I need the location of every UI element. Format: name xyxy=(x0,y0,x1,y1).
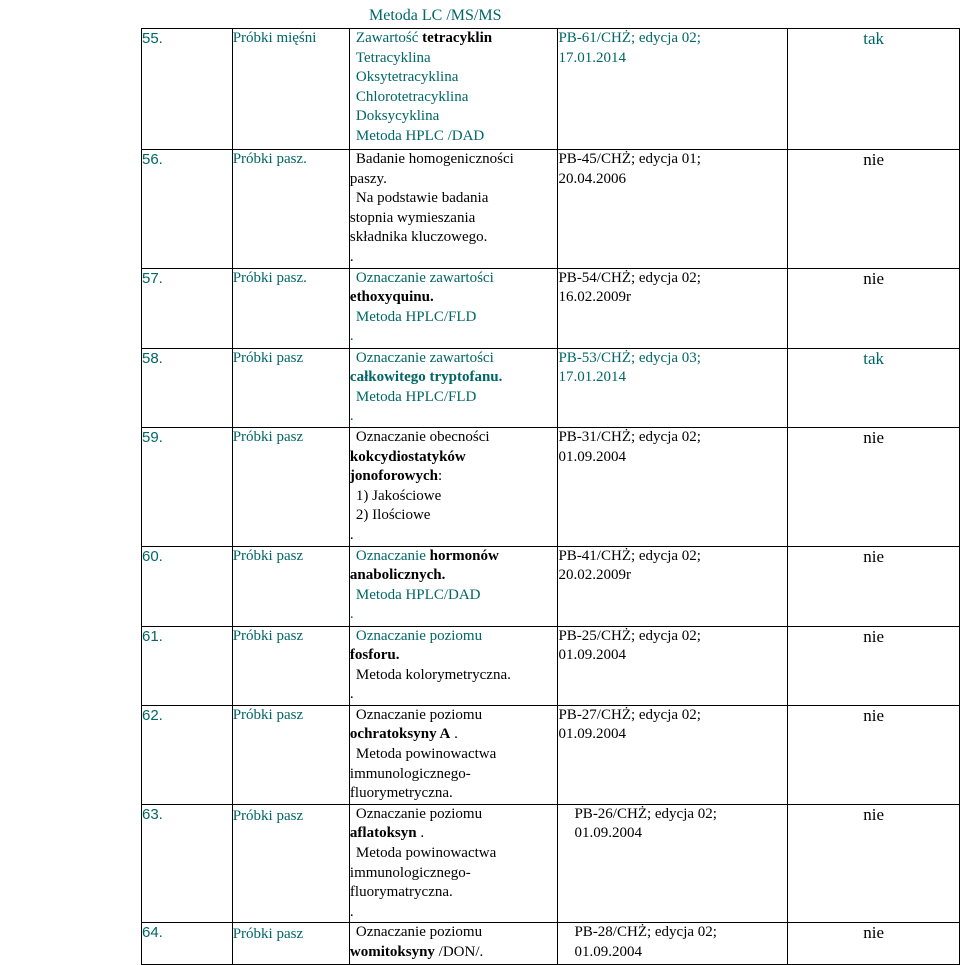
flag-value: tak xyxy=(863,348,885,368)
method-text-bold: hormonów xyxy=(429,547,499,564)
procedure-code: PB-54/CHŻ; edycja 02; xyxy=(558,269,701,286)
method-text: . xyxy=(450,726,458,743)
table-row xyxy=(142,546,960,626)
procedure-date: 20.04.2006 xyxy=(558,170,626,187)
method-text: Oznaczanie obecności xyxy=(355,428,490,445)
procedure-reference xyxy=(558,804,788,923)
method-text: . xyxy=(349,903,354,920)
method-text: Metoda HPLC/DAD xyxy=(355,586,481,603)
table-row xyxy=(142,150,960,269)
method-text-bold: kokcydiostatyków xyxy=(349,448,466,465)
row-number: 61. xyxy=(142,626,233,705)
flag-value: nie xyxy=(863,804,885,824)
sample-type: Próbki pasz. xyxy=(232,268,349,348)
method-text: . xyxy=(349,526,354,543)
flag-cell xyxy=(788,626,960,705)
method-text-bold: anabolicznych. xyxy=(349,567,446,584)
method-text: . xyxy=(349,408,354,425)
method-text: . xyxy=(349,606,354,623)
flag-cell xyxy=(788,923,960,965)
procedure-reference xyxy=(558,427,788,546)
table-row xyxy=(142,804,960,923)
method-text: Chlorotetracyklina xyxy=(355,88,469,105)
procedure-code: PB-27/CHŻ; edycja 02; xyxy=(558,706,701,723)
procedure-reference xyxy=(558,268,788,348)
method-text: : xyxy=(437,468,443,485)
method-text: Metoda powinowactwa xyxy=(355,845,497,862)
method-text: Oznaczanie zawartości xyxy=(355,349,494,366)
table-row xyxy=(142,348,960,427)
method-text: fluorymetryczna. xyxy=(349,785,453,802)
procedure-date: 01.09.2004 xyxy=(558,726,626,743)
procedure-date: 01.09.2004 xyxy=(574,825,642,842)
flag-value: nie xyxy=(863,427,885,447)
sample-type: Próbki pasz xyxy=(232,348,349,427)
method-text: 2) Ilościowe xyxy=(355,507,431,524)
sample-type: Próbki pasz xyxy=(232,626,349,705)
procedure-reference xyxy=(558,150,788,269)
table-row xyxy=(142,268,960,348)
sample-type: Próbki pasz xyxy=(232,923,349,965)
table-row xyxy=(142,705,960,804)
procedure-code: PB-26/CHŻ; edycja 02; xyxy=(574,805,717,822)
table-row xyxy=(142,427,960,546)
procedure-date: 20.02.2009r xyxy=(558,567,631,584)
method-text: Tetracyklina xyxy=(355,49,431,66)
sample-type: Próbki pasz xyxy=(232,546,349,626)
flag-cell xyxy=(788,29,960,150)
method-text: fluorymatryczna. xyxy=(349,884,453,901)
method-description xyxy=(349,804,558,923)
flag-value: nie xyxy=(863,150,885,169)
flag-cell xyxy=(788,546,960,626)
method-description xyxy=(349,626,558,705)
method-text: Oznaczanie poziomu xyxy=(355,924,483,941)
method-text: Oznaczanie poziomu xyxy=(355,627,483,644)
method-text: Metoda HPLC/FLD xyxy=(355,388,477,405)
method-text-bold: jonoforowych xyxy=(349,468,438,485)
procedure-code: PB-45/CHŻ; edycja 01; xyxy=(558,151,701,167)
procedure-code: PB-61/CHŻ; edycja 02; xyxy=(558,30,701,46)
procedure-reference xyxy=(558,705,788,804)
method-text: . xyxy=(416,825,425,842)
flag-cell xyxy=(788,804,960,923)
method-description xyxy=(349,705,558,804)
method-description xyxy=(349,427,558,546)
table-row xyxy=(142,626,960,705)
procedure-date: 17.01.2014 xyxy=(558,369,626,386)
flag-value: nie xyxy=(863,268,885,288)
accreditation-table xyxy=(141,28,960,965)
method-description xyxy=(349,268,558,348)
row-number: 56. xyxy=(142,150,233,269)
method-text: Zawartość xyxy=(355,30,423,46)
procedure-reference xyxy=(558,546,788,626)
section-header: Metoda LC /MS/MS xyxy=(369,7,502,24)
flag-cell xyxy=(788,705,960,804)
flag-value: nie xyxy=(863,923,885,943)
procedure-reference xyxy=(558,348,788,427)
method-description xyxy=(349,923,558,965)
method-text: . xyxy=(349,328,354,345)
method-text: Metoda powinowactwa xyxy=(355,746,497,763)
row-number: 64. xyxy=(142,923,233,965)
flag-cell xyxy=(788,427,960,546)
row-number: 59. xyxy=(142,427,233,546)
method-text: Na podstawie badania xyxy=(355,190,489,207)
method-text-bold: ethoxyquinu. xyxy=(349,289,434,306)
flag-cell xyxy=(788,348,960,427)
procedure-date: 01.09.2004 xyxy=(558,647,626,664)
sample-type: Próbki pasz xyxy=(232,427,349,546)
procedure-code: PB-28/CHŻ; edycja 02; xyxy=(574,924,717,941)
row-number: 60. xyxy=(142,546,233,626)
method-text: Oznaczanie xyxy=(355,547,430,564)
method-text-bold: tetracyklin xyxy=(422,30,493,46)
procedure-code: PB-31/CHŻ; edycja 02; xyxy=(558,428,701,445)
method-text: Oznaczanie poziomu xyxy=(355,706,483,723)
method-text-bold: womitoksyny xyxy=(349,944,435,960)
method-text: immunologicznego- xyxy=(349,765,471,782)
sample-type: Próbki pasz xyxy=(232,705,349,804)
procedure-date: 01.09.2004 xyxy=(558,448,626,465)
row-number: 63. xyxy=(142,804,233,923)
method-text-bold: ochratoksyny A xyxy=(349,726,451,743)
procedure-reference xyxy=(558,626,788,705)
sample-type: Próbki pasz xyxy=(232,804,349,923)
table-row xyxy=(142,923,960,965)
table-row xyxy=(142,29,960,150)
procedure-code: PB-25/CHŻ; edycja 02; xyxy=(558,627,701,644)
method-text: Metoda HPLC /DAD xyxy=(355,127,485,144)
method-text: /DON/. xyxy=(434,944,484,960)
row-number: 62. xyxy=(142,705,233,804)
method-text: Metoda kolorymetryczna. xyxy=(355,666,511,683)
method-text: Badanie homogeniczności xyxy=(355,151,514,167)
procedure-code: PB-53/CHŻ; edycja 03; xyxy=(558,349,701,366)
flag-value: tak xyxy=(863,29,885,48)
method-text: Oznaczanie poziomu xyxy=(355,805,483,822)
method-text: . xyxy=(349,686,354,703)
row-number: 57. xyxy=(142,268,233,348)
row-number: 58. xyxy=(142,348,233,427)
method-text: składnika kluczowego. xyxy=(349,229,488,246)
method-text-bold: całkowitego tryptofanu. xyxy=(349,369,503,386)
method-text: paszy. xyxy=(349,170,387,187)
procedure-reference xyxy=(558,923,788,965)
procedure-date: 16.02.2009r xyxy=(558,289,631,306)
flag-cell xyxy=(788,150,960,269)
procedure-date: 01.09.2004 xyxy=(574,944,642,960)
method-description xyxy=(349,150,558,269)
method-text: Metoda HPLC/FLD xyxy=(355,308,477,325)
row-number: 55. xyxy=(142,29,233,150)
procedure-code: PB-41/CHŻ; edycja 02; xyxy=(558,547,701,564)
procedure-date: 17.01.2014 xyxy=(558,49,626,66)
method-text: Doksycyklina xyxy=(355,108,440,125)
procedure-reference xyxy=(558,29,788,150)
method-text: Oznaczanie zawartości xyxy=(355,269,494,286)
sample-type: Próbki mięśni xyxy=(232,29,349,150)
method-description xyxy=(349,29,558,150)
method-text-bold: aflatoksyn xyxy=(349,825,417,842)
method-text: stopnia wymieszania xyxy=(349,209,476,226)
method-text: immunologicznego- xyxy=(349,864,471,881)
sample-type: Próbki pasz. xyxy=(232,150,349,269)
method-text-bold: fosforu. xyxy=(349,647,400,664)
method-description xyxy=(349,546,558,626)
method-text: Oksytetracyklina xyxy=(355,69,459,86)
method-description xyxy=(349,348,558,427)
method-text: . xyxy=(349,248,354,265)
flag-value: nie xyxy=(863,546,885,566)
flag-value: nie xyxy=(863,705,885,725)
method-text: 1) Jakościowe xyxy=(355,487,442,504)
flag-cell xyxy=(788,268,960,348)
flag-value: nie xyxy=(863,626,885,646)
